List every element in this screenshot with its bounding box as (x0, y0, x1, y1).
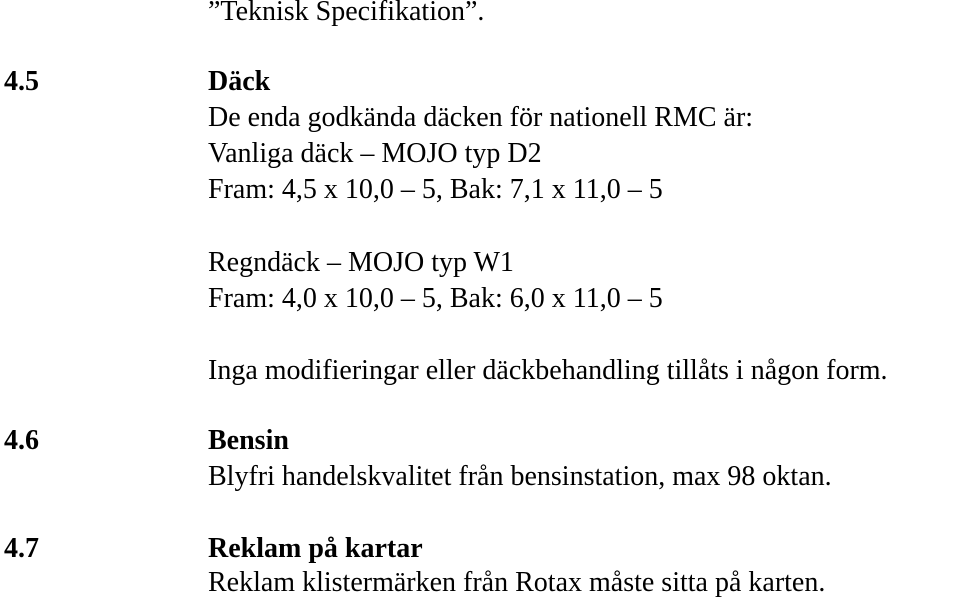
section-number: 4.5 (4, 66, 39, 97)
body-text: Vanliga däck – MOJO typ D2 (208, 138, 542, 169)
body-text: Fram: 4,0 x 10,0 – 5, Bak: 6,0 x 11,0 – 5 (208, 283, 663, 314)
body-text: Blyfri handelskvalitet från bensinstation, max 98 oktan. (208, 461, 832, 492)
section-number: 4.6 (4, 425, 39, 456)
body-text: Inga modifieringar eller däckbehandling tillåts i någon form. (208, 355, 888, 386)
section-heading: Bensin (208, 425, 289, 456)
body-text: De enda godkända däcken för nationell RMC är: (208, 102, 754, 133)
section-number: 4.7 (4, 533, 39, 564)
body-text: Fram: 4,5 x 10,0 – 5, Bak: 7,1 x 11,0 – 5 (208, 174, 663, 205)
section-heading: Reklam på kartar (208, 533, 423, 564)
section-heading: Däck (208, 66, 271, 97)
intro-text: ”Teknisk Specifikation”. (208, 0, 485, 27)
body-text: Regndäck – MOJO typ W1 (208, 247, 514, 278)
body-text: Reklam klistermärken från Rotax måste sitta på karten. (208, 567, 826, 598)
